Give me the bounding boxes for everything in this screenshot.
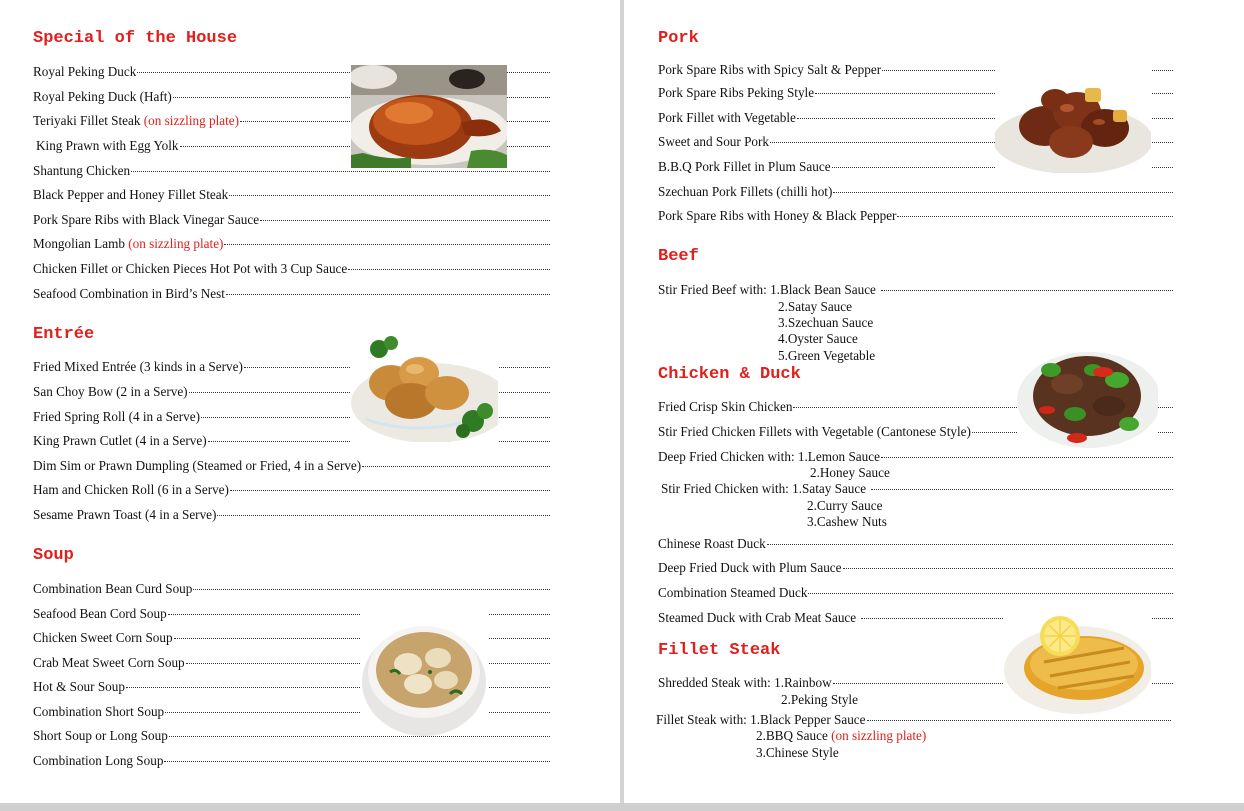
menu-option: 2.BBQ Sauce (on sizzling plate) xyxy=(756,728,927,743)
menu-item: Fried Spring Roll (4 in a Serve) xyxy=(33,408,551,426)
menu-item: Seafood Combination in Bird’s Nest xyxy=(33,285,551,303)
menu-item: Szechuan Pork Fillets (chilli hot) xyxy=(658,183,1174,201)
bottom-border xyxy=(0,803,1244,811)
menu-item: Pork Fillet with Vegetable xyxy=(658,109,1174,127)
menu-item: Combination Long Soup xyxy=(33,752,551,770)
sizzling-note: (on sizzling plate) xyxy=(831,728,927,743)
menu-item: Sesame Prawn Toast (4 in a Serve) xyxy=(33,506,551,524)
menu-item: Short Soup or Long Soup xyxy=(33,727,551,745)
lemon-chicken-photo xyxy=(1004,606,1151,716)
right-menu-page xyxy=(624,0,1244,803)
menu-option: 5.Green Vegetable xyxy=(778,348,876,363)
menu-item: San Choy Bow (2 in a Serve) xyxy=(33,383,551,401)
menu-item: Pork Spare Ribs with Black Vinegar Sauce xyxy=(33,211,551,229)
menu-item: Royal Peking Duck (Haft) xyxy=(33,88,551,106)
menu-item: Teriyaki Fillet Steak (on sizzling plate) xyxy=(33,112,551,130)
menu-item: Ham and Chicken Roll (6 in a Serve) xyxy=(33,481,551,499)
soup-heading: Soup xyxy=(33,546,74,565)
menu-item: Pork Spare Ribs with Spicy Salt & Pepper xyxy=(658,61,1174,79)
wonton-soup-photo xyxy=(360,612,488,736)
sweet-sour-pork-photo xyxy=(995,60,1151,173)
beef-pepper-photo xyxy=(1017,340,1158,451)
beef-heading: Beef xyxy=(658,247,699,266)
menu-option: 3.Cashew Nuts xyxy=(807,514,887,529)
menu-option: 2.Honey Sauce xyxy=(810,465,890,480)
menu-item: Stir Fried Chicken with: 1.Satay Sauce xyxy=(658,480,1174,498)
menu-item: Royal Peking Duck xyxy=(33,63,551,81)
menu-item: Mongolian Lamb (on sizzling plate) xyxy=(33,235,551,253)
menu-item: Steamed Duck with Crab Meat Sauce xyxy=(658,609,1174,627)
menu-item: Dim Sim or Prawn Dumpling (Steamed or Fried, 4 in a Serve) xyxy=(33,457,551,475)
menu-item: King Prawn Cutlet (4 in a Serve) xyxy=(33,432,551,450)
sizzling-note: (on sizzling plate) xyxy=(128,236,224,251)
menu-item: Chicken Sweet Corn Soup xyxy=(33,629,551,647)
menu-item: King Prawn with Egg Yolk xyxy=(33,137,551,155)
menu-item: Shredded Steak with: 1.Rainbow xyxy=(658,674,1174,692)
sizzling-note: (on sizzling plate) xyxy=(143,113,239,128)
left-menu-page xyxy=(0,0,620,803)
roast-duck-photo xyxy=(351,65,507,168)
menu-option: 3.Chinese Style xyxy=(756,745,839,760)
menu-item: Pork Spare Ribs Peking Style xyxy=(658,84,1174,102)
menu-item: Stir Fried Chicken Fillets with Vegetable (Cantonese Style) xyxy=(658,423,1174,441)
menu-item: Combination Bean Curd Soup xyxy=(33,580,551,598)
menu-item: Fried Crisp Skin Chicken xyxy=(658,398,1174,416)
menu-option: 2.Peking Style xyxy=(781,692,858,707)
menu-item: B.B.Q Pork Fillet in Plum Sauce xyxy=(658,158,1174,176)
menu-item: Hot & Sour Soup xyxy=(33,678,551,696)
menu-item: Sweet and Sour Pork xyxy=(658,133,1174,151)
menu-item: Fillet Steak with: 1.Black Pepper Sauce xyxy=(656,711,1172,729)
menu-item: Crab Meat Sweet Corn Soup xyxy=(33,654,551,672)
special-heading: Special of the House xyxy=(33,29,238,48)
menu-option: 3.Szechuan Sauce xyxy=(778,315,874,330)
menu-item: Combination Short Soup xyxy=(33,703,551,721)
pork-heading: Pork xyxy=(658,29,699,48)
menu-option: 2.Curry Sauce xyxy=(807,498,883,513)
chicken-duck-heading: Chicken & Duck xyxy=(658,365,801,384)
menu-item: Shantung Chicken xyxy=(33,162,551,180)
menu-item: Chicken Fillet or Chicken Pieces Hot Pot with 3 Cup Sauce xyxy=(33,260,551,278)
entree-heading: Entrée xyxy=(33,325,95,344)
menu-item: Combination Steamed Duck xyxy=(658,584,1174,602)
menu-item: Deep Fried Chicken with: 1.Lemon Sauce xyxy=(658,448,1174,466)
menu-item: Pork Spare Ribs with Honey & Black Pepper xyxy=(658,207,1174,225)
menu-item: Stir Fried Beef with: 1.Black Bean Sauce xyxy=(658,281,1174,299)
fillet-steak-heading: Fillet Steak xyxy=(658,641,781,660)
fried-entree-photo xyxy=(351,331,498,442)
menu-option: 2.Satay Sauce xyxy=(778,299,852,314)
menu-item: Black Pepper and Honey Fillet Steak xyxy=(33,186,551,204)
menu-item: Chinese Roast Duck xyxy=(658,535,1174,553)
menu-item: Fried Mixed Entrée (3 kinds in a Serve) xyxy=(33,358,551,376)
menu-item: Deep Fried Duck with Plum Sauce xyxy=(658,559,1174,577)
menu-option: 4.Oyster Sauce xyxy=(778,331,858,346)
menu-item: Seafood Bean Cord Soup xyxy=(33,605,551,623)
